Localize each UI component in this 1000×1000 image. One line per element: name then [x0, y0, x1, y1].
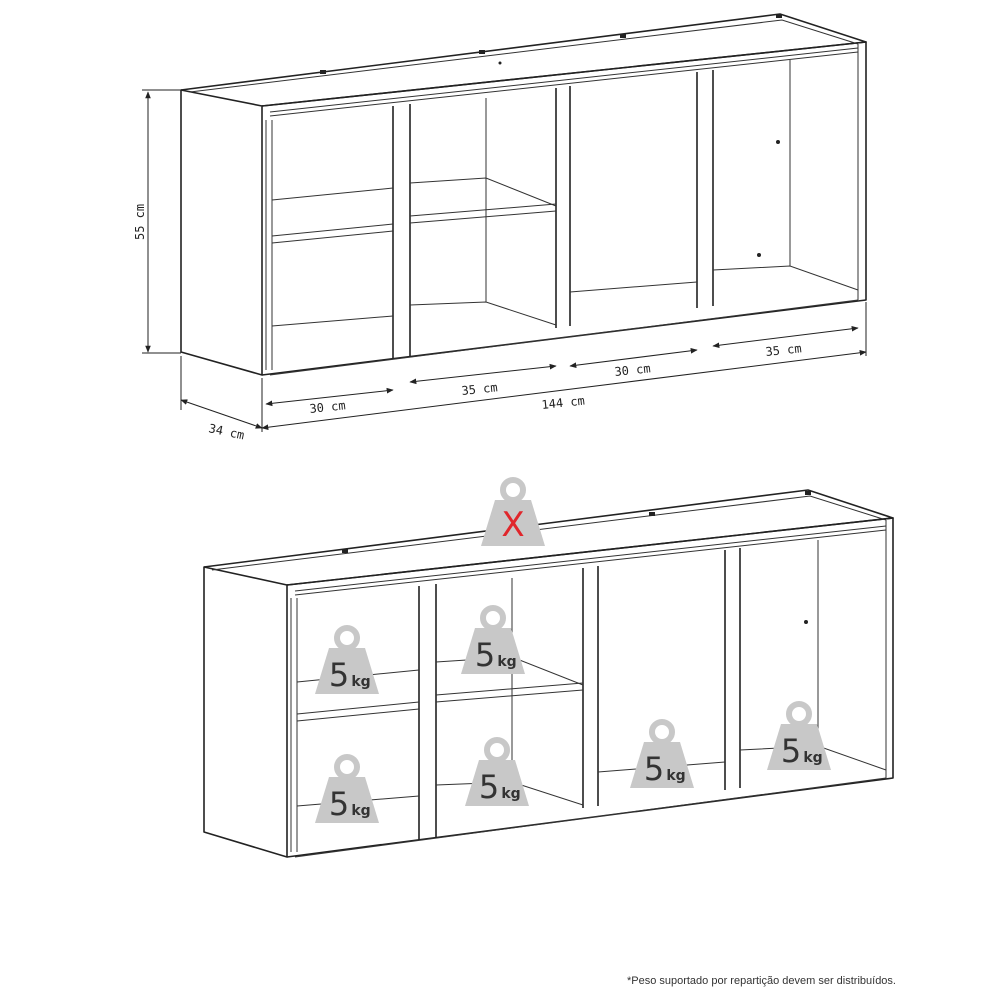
svg-text:5: 5	[643, 750, 665, 788]
svg-text:5: 5	[780, 732, 802, 770]
svg-text:kg: kg	[351, 674, 371, 690]
cabinet-dimensioned-view	[181, 14, 866, 375]
weight-icon	[315, 628, 379, 694]
svg-text:kg: kg	[666, 768, 686, 784]
compartment-3-label: 30 cm	[613, 361, 652, 379]
svg-text:5: 5	[478, 768, 500, 806]
dimension-lines	[142, 90, 866, 432]
svg-text:5: 5	[328, 785, 350, 823]
depth-label: 34 cm	[207, 421, 246, 443]
height-label: 55 cm	[133, 203, 147, 240]
svg-text:5: 5	[474, 636, 496, 674]
side-panel-left	[181, 90, 262, 375]
total-width-label: 144 cm	[540, 393, 586, 412]
no-load-symbol: X	[501, 505, 525, 545]
compartment-1-label: 30 cm	[308, 398, 347, 416]
weight-icon	[315, 757, 379, 823]
weight-icon	[461, 608, 525, 674]
weight-icon	[767, 704, 831, 770]
svg-text:kg: kg	[351, 803, 371, 819]
svg-text:5: 5	[328, 656, 350, 694]
svg-text:kg: kg	[497, 654, 517, 670]
compartment-4-label: 35 cm	[764, 341, 803, 359]
load-footnote: *Peso suportado por repartição devem ser distribuídos.	[626, 975, 896, 987]
compartment-2-label: 35 cm	[460, 380, 499, 398]
weight-icon	[465, 740, 529, 806]
svg-text:kg: kg	[501, 786, 521, 802]
svg-text:kg: kg	[803, 750, 823, 766]
no-load-weight-icon	[481, 480, 545, 546]
cabinet-load-view	[204, 490, 893, 857]
weight-icon	[630, 722, 694, 788]
